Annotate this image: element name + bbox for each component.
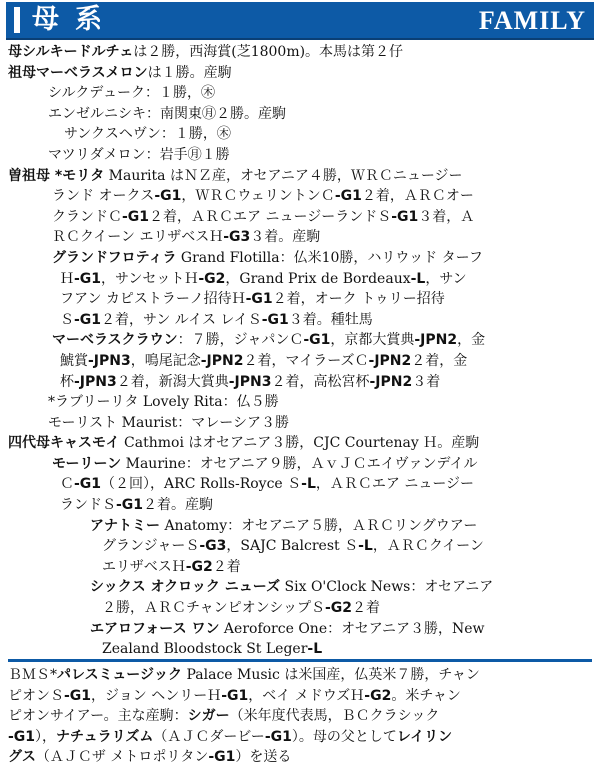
text-run: は２勝，西海賞(芝1800m)。本馬は第２仔 bbox=[133, 44, 404, 60]
text-run: 杯 bbox=[60, 373, 74, 390]
text-run: ３着 bbox=[412, 373, 441, 390]
bold-text: 曽祖母 * bbox=[8, 167, 63, 184]
text-line bbox=[8, 372, 592, 393]
text-run: ，サン bbox=[425, 270, 467, 287]
bold-text: モリタ bbox=[62, 167, 105, 184]
text-run: ，京都大賞典 bbox=[330, 332, 415, 349]
text-run: ，金 bbox=[457, 332, 486, 349]
bms-paragraph bbox=[8, 665, 592, 768]
bold-text: -L bbox=[358, 538, 373, 555]
text-run: ２勝，ＡＲＣチャンピオンシップＳ bbox=[102, 600, 325, 617]
family-body bbox=[8, 42, 592, 660]
bold-text: 四代母 bbox=[8, 435, 50, 452]
text-line bbox=[8, 42, 592, 63]
text-run: Ｓ bbox=[60, 311, 74, 328]
bold-text: -L bbox=[301, 476, 316, 493]
bold-text: -G1 bbox=[303, 332, 331, 349]
bold-text: -G1 bbox=[261, 311, 289, 328]
text-run: グランジャーＳ bbox=[102, 538, 200, 555]
bold-text: -L bbox=[307, 641, 323, 658]
bold-text: エアロフォース ワン bbox=[90, 620, 220, 637]
bold-text: -G1 bbox=[334, 188, 362, 205]
bold-text: -JPN2 bbox=[200, 352, 244, 369]
text-run: マツリダメロン：岩手㊊１勝 bbox=[48, 146, 230, 163]
text-run: ，ＡＲＣクイーン bbox=[372, 538, 484, 555]
text-run: ）を送る bbox=[235, 749, 292, 766]
text-line bbox=[8, 706, 592, 727]
bold-text: グス bbox=[8, 749, 36, 766]
text-run: ，Grand Prix de Bordeaux bbox=[225, 270, 411, 287]
bold-text: グランドフロティラ bbox=[52, 249, 177, 266]
text-line bbox=[8, 166, 592, 187]
text-run: ２着，新潟大賞典 bbox=[116, 373, 229, 390]
text-line bbox=[8, 639, 592, 660]
text-line bbox=[8, 289, 592, 310]
header-accent-bar bbox=[14, 7, 20, 33]
text-run: ３着。種牡馬 bbox=[288, 311, 373, 328]
text-run: *ラブリーリタ Lovely Rita：仏５勝 bbox=[48, 394, 279, 411]
text-line bbox=[8, 330, 592, 351]
text-run: ２着，ＡＲＣエア ニュージーランドＳ bbox=[149, 208, 392, 225]
text-run: Zealand Bloodstock St Leger bbox=[102, 641, 308, 658]
text-line bbox=[8, 83, 592, 104]
text-run: は１勝。産駒 bbox=[147, 64, 232, 81]
bold-text: -JPN2 bbox=[414, 332, 458, 349]
text-run: （ＡＪＣザ メトロポリタン bbox=[35, 749, 209, 766]
text-run: Grand Flotilla：仏米10勝，ハリウッド ターフ bbox=[176, 249, 483, 266]
text-run: ＲＣクイーン エリザベスＨ bbox=[52, 229, 224, 246]
text-run: （２回），ARC Rolls-Royce Ｓ bbox=[101, 476, 302, 493]
text-line bbox=[8, 413, 592, 434]
text-line bbox=[8, 207, 592, 228]
text-run: エンゼルニシキ：南関東㊊２勝。産駒 bbox=[48, 105, 286, 122]
text-run: ２着，マイラーズＣ bbox=[243, 352, 369, 369]
text-line bbox=[8, 269, 592, 290]
text-line bbox=[8, 577, 592, 598]
bold-text: 祖母マーベラスメロン bbox=[8, 64, 148, 81]
bold-text: -G1 bbox=[208, 749, 236, 766]
text-run: ，鳴尾記念 bbox=[130, 352, 201, 369]
text-run: ）， bbox=[35, 728, 57, 745]
text-line bbox=[8, 351, 592, 372]
text-run: （ＡＪＣダービー bbox=[153, 728, 265, 745]
bold-text: -G1 bbox=[122, 208, 150, 225]
bold-text: -G1 bbox=[74, 270, 102, 287]
text-run: ピオンサイアー。主な産駒： bbox=[8, 708, 188, 725]
text-run: Cathmoi はオセアニア３勝，CJC Courtenay Ｈ。産駒 bbox=[119, 435, 480, 452]
text-run: Maurine：オセアニア９勝，ＡｖＪＣエイヴァンデイル bbox=[121, 455, 478, 472]
text-run: シルクデューク：１勝，㊍ bbox=[48, 85, 215, 102]
text-run: ，ジョン ヘンリーＨ bbox=[91, 687, 222, 704]
bold-text: -G1 bbox=[64, 687, 92, 704]
bold-text: -G2 bbox=[324, 600, 352, 617]
bold-text: マーベラスクラウン bbox=[52, 332, 178, 349]
bold-text: モーリーン bbox=[52, 455, 122, 472]
text-run: フアン カピストラーノ招待Ｈ bbox=[60, 291, 246, 308]
text-run: Anatomy：オセアニア５勝，ＡＲＣリングウアー bbox=[160, 517, 478, 534]
text-run: 鯱賞 bbox=[60, 352, 88, 369]
section-divider bbox=[8, 659, 592, 662]
bold-text: ナチュラリズム bbox=[56, 728, 154, 745]
text-line bbox=[8, 747, 592, 768]
text-run: Ｈ bbox=[60, 270, 74, 287]
text-line bbox=[8, 433, 592, 454]
bold-text: -JPN3 bbox=[74, 373, 117, 390]
bold-text: パレスミュージック bbox=[57, 667, 183, 683]
bold-text: -L bbox=[410, 270, 426, 287]
section-title: 母系 bbox=[32, 4, 118, 35]
text-line bbox=[8, 227, 592, 248]
text-run: ２着 bbox=[212, 558, 241, 575]
bold-text: -JPN3 bbox=[228, 373, 272, 390]
text-line bbox=[8, 557, 592, 578]
text-line bbox=[8, 248, 592, 269]
text-run: クランドＣ bbox=[52, 208, 122, 225]
bold-text: 母シルキードルチェ bbox=[8, 44, 134, 60]
bold-text: -G1 bbox=[221, 687, 249, 704]
text-line bbox=[8, 474, 592, 495]
text-run: ，ＡＲＣエア ニュージー bbox=[315, 476, 475, 493]
text-run: Six O'Clock News：オセアニア bbox=[280, 579, 494, 596]
text-run: ２着，ＡＲＣオー bbox=[361, 188, 474, 205]
text-line bbox=[8, 598, 592, 619]
bold-text: -G1 bbox=[245, 291, 273, 308]
bold-text: -G2 bbox=[364, 687, 392, 704]
text-run: ２着，サン ルイス レイＳ bbox=[101, 311, 262, 328]
section-label: FAMILY bbox=[478, 6, 586, 35]
text-line bbox=[8, 619, 592, 640]
text-run: ，ＷＲＣウェリントンＣ bbox=[181, 188, 335, 205]
text-run: ３着。産駒 bbox=[250, 229, 321, 246]
text-run: ２着，金 bbox=[411, 352, 468, 369]
bold-text: シックス オクロック ニューズ bbox=[90, 579, 281, 596]
text-run: サンクスヘヴン：１勝，㊍ bbox=[64, 126, 231, 143]
text-run: ランドＳ bbox=[60, 497, 116, 514]
bold-text: -G3 bbox=[223, 229, 251, 246]
bold-text: -G1 bbox=[391, 208, 419, 225]
text-run: Maurita はＮＺ産，オセアニア４勝，ＷＲＣニュージー bbox=[104, 167, 463, 184]
bold-text: -G1 bbox=[264, 728, 292, 745]
bold-text: キャスモイ bbox=[50, 435, 120, 452]
bold-text: レイリン bbox=[396, 728, 453, 745]
text-line bbox=[8, 392, 592, 413]
text-run: 。米チャン bbox=[391, 687, 461, 704]
text-run: ピオンＳ bbox=[8, 687, 64, 704]
bold-text: -G2 bbox=[198, 270, 226, 287]
text-run: ２着，高松宮杯 bbox=[271, 373, 370, 390]
bold-text: -JPN2 bbox=[368, 352, 412, 369]
section-header bbox=[6, 2, 594, 40]
bold-text: -G2 bbox=[185, 558, 213, 575]
text-line bbox=[8, 145, 592, 166]
text-line bbox=[8, 310, 592, 331]
text-run: ランド オークス bbox=[52, 188, 155, 205]
bold-text: -G1 bbox=[8, 728, 36, 745]
bold-text: -G1 bbox=[154, 188, 182, 205]
bold-text: -G1 bbox=[74, 311, 102, 328]
text-line bbox=[8, 63, 592, 84]
text-line bbox=[8, 454, 592, 475]
text-run: ，ベイ メドウズＨ bbox=[248, 687, 365, 704]
bold-text: -G1 bbox=[74, 476, 102, 493]
text-line bbox=[8, 665, 592, 686]
text-run: ：７勝，ジャパンＣ bbox=[177, 332, 304, 349]
text-line bbox=[8, 727, 592, 748]
text-run: ，SAJC Balcrest Ｓ bbox=[226, 538, 359, 555]
text-run: ３着，Ａ bbox=[418, 208, 475, 225]
text-line bbox=[8, 495, 592, 516]
text-line bbox=[8, 686, 592, 707]
text-run: （米年度代表馬，ＢＣクラシック bbox=[229, 708, 440, 725]
bold-text: シガー bbox=[187, 708, 230, 725]
bold-text: -JPN2 bbox=[369, 373, 413, 390]
text-line bbox=[8, 104, 592, 125]
bold-text: アナトミー bbox=[90, 517, 160, 534]
text-line bbox=[8, 186, 592, 207]
text-line bbox=[8, 124, 592, 145]
text-line bbox=[8, 536, 592, 557]
bold-text: -G1 bbox=[116, 497, 144, 514]
text-run: エリザベスＨ bbox=[102, 558, 186, 575]
text-run: ，サンセットＨ bbox=[101, 270, 199, 287]
text-run: Palace Music は米国産，仏英米７勝，チャン bbox=[182, 667, 480, 683]
text-run: モーリスト Maurist：マレーシア３勝 bbox=[48, 414, 290, 431]
text-run: Aeroforce One：オセアニア３勝，New bbox=[219, 620, 485, 637]
text-run: ＢＭＳ* bbox=[8, 667, 57, 683]
text-run: Ｃ bbox=[60, 476, 74, 493]
text-run: ２着 bbox=[352, 600, 380, 617]
bold-text: -JPN3 bbox=[88, 352, 131, 369]
text-run: ）。母の父として bbox=[291, 728, 397, 745]
text-run: ２着。産駒 bbox=[143, 497, 214, 514]
bold-text: -G3 bbox=[199, 538, 227, 555]
text-line bbox=[8, 516, 592, 537]
text-run: ２着，オーク トゥリー招待 bbox=[272, 291, 445, 308]
